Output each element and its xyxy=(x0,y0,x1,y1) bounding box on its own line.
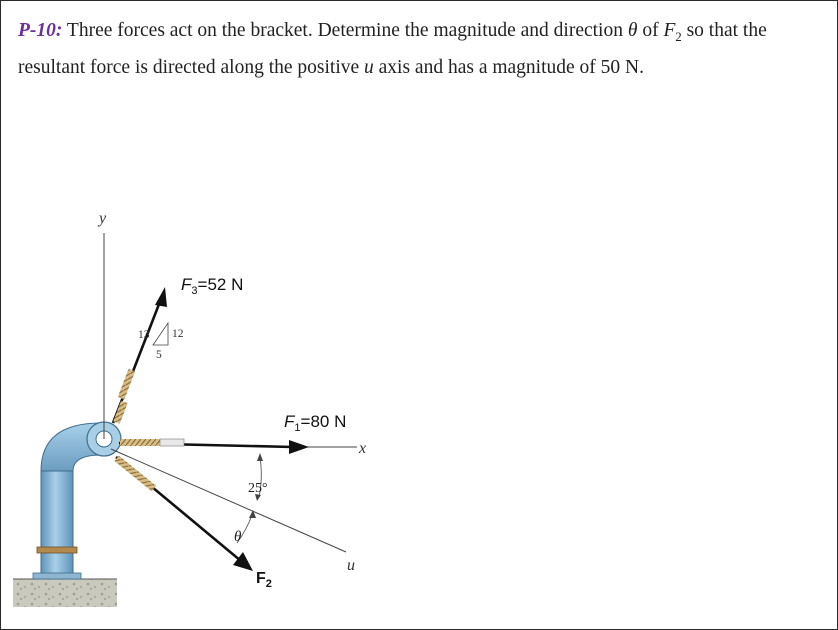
force-f3 xyxy=(113,275,243,424)
y-axis-label: y xyxy=(99,210,107,227)
problem-text-d: axis and has a magnitude of 50 N. xyxy=(373,57,644,78)
problem-text-b: of xyxy=(637,20,664,41)
force-f2 xyxy=(114,456,271,590)
force-symbol: F xyxy=(663,20,676,41)
force-subscript: 2 xyxy=(675,29,682,44)
problem-id: P-10: xyxy=(18,20,63,41)
bracket-figure xyxy=(1,1,837,629)
pipe-bracket xyxy=(33,422,121,579)
coordinate-axes xyxy=(97,210,366,574)
theta-symbol: θ xyxy=(627,20,638,41)
f3-label: $F_3=52$ N xyxy=(181,275,244,297)
theta-label: θ xyxy=(234,529,242,545)
u-symbol: u xyxy=(364,57,374,78)
slope-run: 5 xyxy=(156,349,162,361)
problem-text-c: so that the resultant force is directed along the positive xyxy=(18,20,767,78)
x-axis-label: x xyxy=(359,440,367,457)
angle-25-label: 25° xyxy=(248,481,268,496)
angle-markers xyxy=(234,453,268,545)
u-axis-label: u xyxy=(347,557,355,574)
problem-text-a: Three forces act on the bracket. Determine the magnitude and direction xyxy=(62,20,628,41)
f2-label: $F_2$ xyxy=(256,570,272,590)
slope-rise: 12 xyxy=(172,328,184,340)
f1-label: $F_1=80$ N xyxy=(284,412,347,434)
slope-hypotenuse: 13 xyxy=(138,329,150,341)
force-f1 xyxy=(119,412,346,454)
ground xyxy=(13,579,117,607)
